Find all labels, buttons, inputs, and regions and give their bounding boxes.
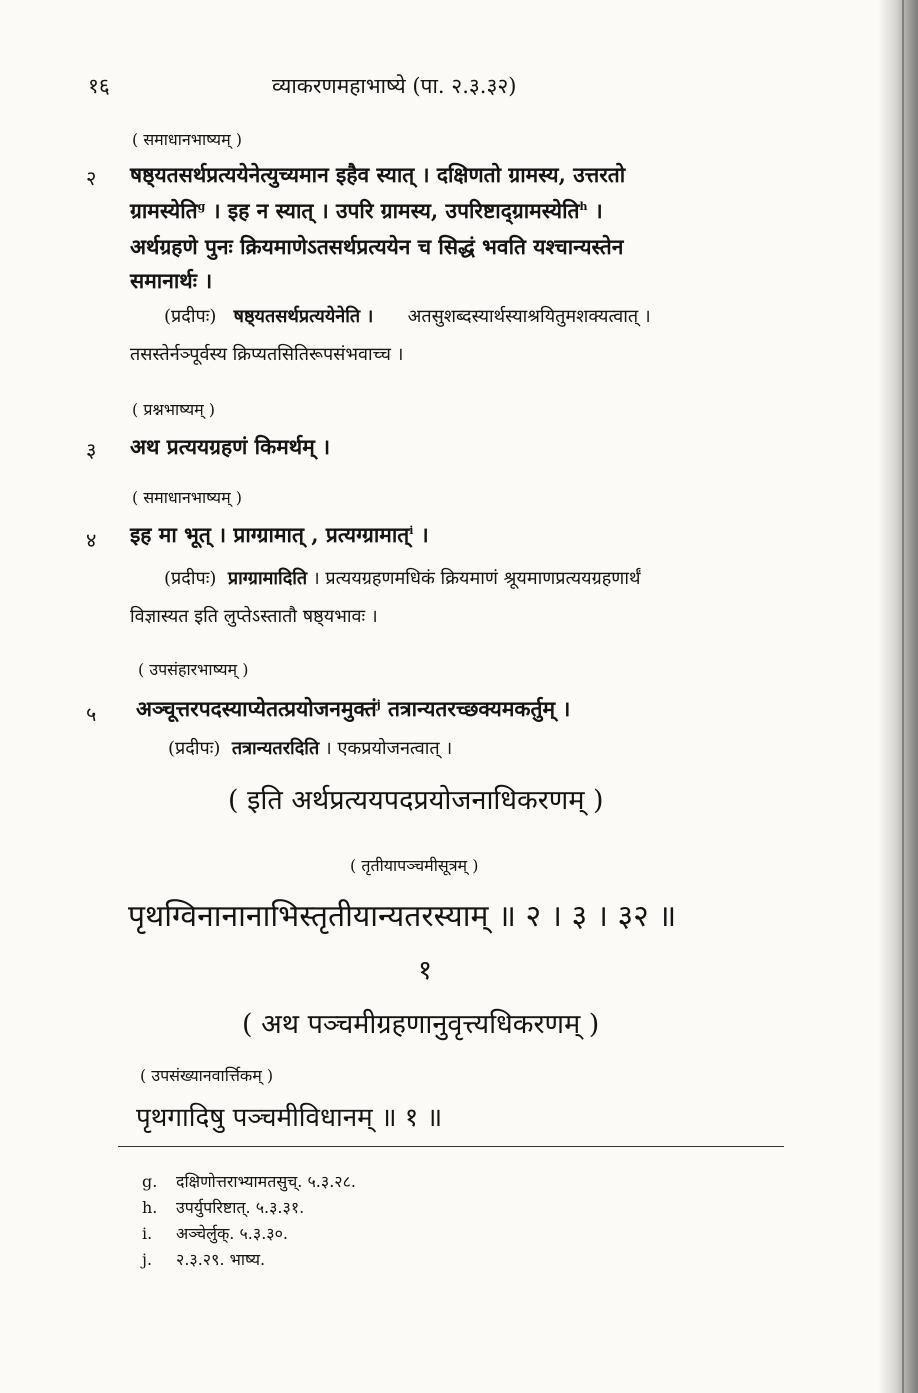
footnote-ref[interactable]: h <box>579 200 588 213</box>
bhashya-line: षष्ठ्यतसर्थप्रत्ययेनेत्युच्यमान इहैव स्यात् । दक्षिणतो ग्रामस्य, उत्तरतो <box>130 162 626 187</box>
varttika-text: पृथगादिषु पञ्चमीविधानम् ॥ १ ॥ <box>136 1103 443 1133</box>
footnote-text: अञ्चेर्लुक्. ५.३.३०. <box>176 1224 289 1243</box>
pradipa-label: (प्रदीपः) <box>168 738 221 759</box>
paragraph-number: ५ <box>86 702 97 726</box>
pradipa-line: (प्रदीपः) तत्रान्यतरदिति । एकप्रयोजनत्वात् । <box>168 738 453 759</box>
bhashya-line: अथ प्रत्ययग्रहणं किमर्थम् । <box>130 434 331 459</box>
section-label-upasamhara: ( उपसंहारभाष्यम् ) <box>138 660 249 679</box>
pradipa-label: (प्रदीपः) <box>164 306 217 327</box>
sutra-label: ( तृतीयापञ्चमीसूत्रम् ) <box>350 856 479 875</box>
footnote-ref[interactable]: i <box>409 524 414 537</box>
bhashya-line: समानार्थः । <box>130 268 213 293</box>
pradipa-line: (प्रदीपः) षष्ठ्यतसर्थप्रत्ययेनेति । अतसुशब्दस्यार्थस्याश्रयितुमशक्यत्वात् । <box>164 306 651 327</box>
section-label-samadhana: ( समाधानभाष्यम् ) <box>132 488 242 507</box>
varttika-label: ( उपसंख्यानवार्त्तिकम् ) <box>140 1066 274 1085</box>
pradipa-line: (प्रदीपः) प्राग्ग्रामादिति । प्रत्ययग्रहणमधिकं क्रियमाणं श्रूयमाणप्रत्ययग्रहणार्थं <box>164 568 641 589</box>
footnote <box>142 1248 265 1270</box>
footnote-key: g. <box>142 1172 158 1191</box>
footnote <box>142 1170 356 1192</box>
section-label-samadhana: ( समाधानभाष्यम् ) <box>132 130 242 149</box>
paragraph-number: ४ <box>86 528 97 552</box>
bhashya-line: इह मा भूत् । प्राग्ग्रामात् , प्रत्यग्ग्रामात्$^i$ । <box>130 522 429 547</box>
footnote-text: दक्षिणोत्तराभ्यामतसुच्. ५.३.२८. <box>176 1172 357 1191</box>
footnote-key: h. <box>142 1198 158 1217</box>
footnote-ref[interactable]: j <box>376 698 381 711</box>
running-head: व्याकरणमहाभाष्ये (पा. २.३.३२) <box>272 74 517 98</box>
footnote <box>142 1196 304 1218</box>
pradipa-label: (प्रदीपः) <box>164 568 217 589</box>
footnote <box>142 1222 288 1244</box>
pradipa-line: विज्ञास्यत इति लुप्तेऽस्तातौ षष्ठ्यभावः । <box>130 606 378 627</box>
footnote-text: २.३.२९. भाष्य. <box>176 1250 266 1269</box>
bhashya-line: ग्रामस्येति$^g$ । इह न स्यात् । उपरि ग्रामस्य, उपरिष्टाद्ग्रामस्येति$^h$ । <box>130 198 603 223</box>
scan-edge-line <box>902 0 904 1393</box>
footnote-divider <box>118 1146 784 1147</box>
footnote-text: उपर्युपरिष्टात्. ५.३.३१. <box>176 1198 305 1217</box>
paragraph-number: २ <box>86 166 97 190</box>
footnote-key: j. <box>142 1250 153 1269</box>
sutra-text: पृथग्विनानानाभिस्तृतीयान्यतरस्याम् ॥ २ । ३ । ३२ ॥ <box>128 899 677 934</box>
paragraph-number: ३ <box>86 438 97 462</box>
adhikarana-title: ( अथ पञ्चमीग्रहणानुवृत्त्यधिकरणम् ) <box>242 1009 600 1040</box>
section-label-prashna: ( प्रश्नभाष्यम् ) <box>132 400 215 419</box>
scan-edge-shadow <box>878 0 918 1393</box>
closing-title: ( इति अर्थप्रत्ययपदप्रयोजनाधिकरणम् ) <box>228 785 604 816</box>
bhashya-line: अञ्चूत्तरपदस्याप्येतत्प्रयोजनमुक्तं$^j$ तत्रान्यतरच्छक्यमकर्तुम् । <box>136 696 571 721</box>
pradipa-line: तसस्तेर्नञ्पूर्वस्य क्रिप्यतसितिरूपसंभवाच्च । <box>130 344 404 365</box>
footnote-key: i. <box>142 1224 153 1243</box>
bhashya-line: अर्थग्रहणे पुनः क्रियमाणेऽतसर्थप्रत्ययेन च सिद्धं भवति यश्चान्यस्तेन <box>130 234 624 259</box>
section-number: १ <box>418 955 433 986</box>
page-number: १६ <box>88 74 110 98</box>
footnote-ref[interactable]: g <box>197 200 206 213</box>
